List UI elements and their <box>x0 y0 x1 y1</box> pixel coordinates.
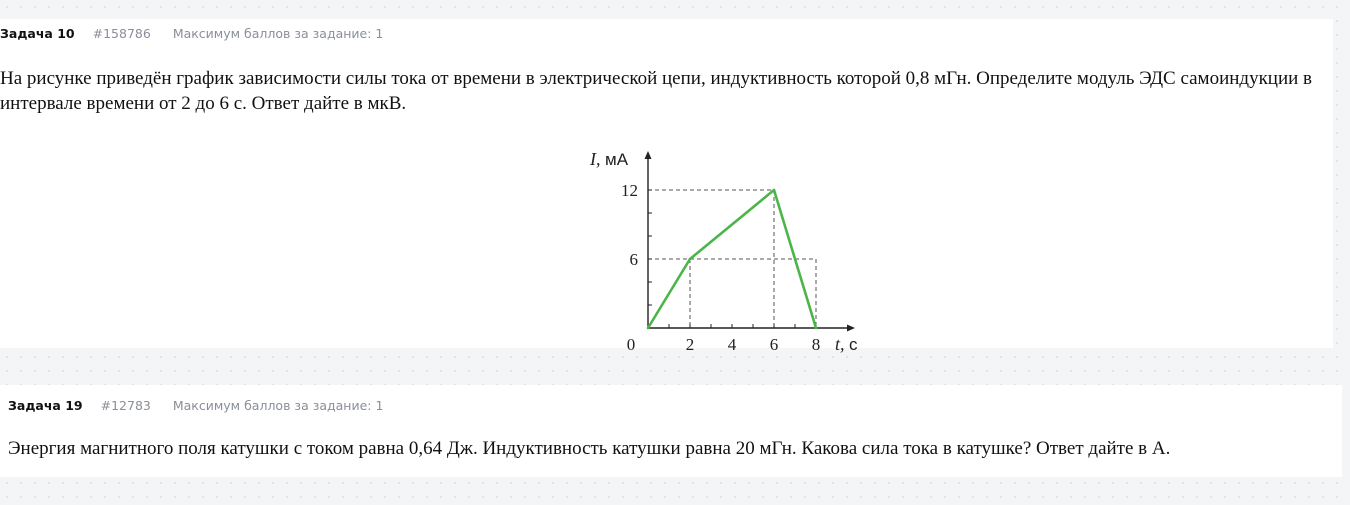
task-header <box>8 398 383 413</box>
task-id-link[interactable]: #158786 <box>92 26 151 41</box>
task-text: На рисунке приведён график зависимости силы тока от времени в электрической цепи, индуктивность которой 0,8 мГн. Определите модуль ЭДС самоиндукции в интервале времени от 2 до 6 с. Ответ дайте в мкВ. <box>0 68 1313 114</box>
data-point <box>815 327 818 330</box>
data-point <box>773 189 776 192</box>
x-tick-label: 2 <box>685 335 695 354</box>
origin-label: 0 <box>626 335 636 354</box>
x-tick-label: 6 <box>769 335 779 354</box>
y-axis-label: I, мА <box>590 149 629 169</box>
task-header <box>0 26 383 41</box>
task-card-10 <box>0 19 1333 354</box>
x-tick-label: 4 <box>727 335 737 354</box>
task-card-19 <box>0 385 1342 477</box>
data-point <box>647 327 650 330</box>
x-axis-arrow <box>847 325 855 332</box>
task-id-link[interactable]: #12783 <box>100 398 151 413</box>
task-max-points: Максимум баллов за задание: 1 <box>172 26 384 41</box>
current-time-graph <box>570 132 870 362</box>
y-tick-label: 6 <box>629 250 638 269</box>
x-axis-label: t, с <box>835 334 858 354</box>
task-max-points: Максимум баллов за задание: 1 <box>172 398 384 413</box>
task-label: Задача 19 <box>8 398 83 413</box>
data-point <box>689 258 692 261</box>
y-tick-label: 12 <box>621 181 638 200</box>
task-text: Энергия магнитного поля катушки с током равна 0,64 Дж. Индуктивность катушки равна 20 мГн. Какова сила тока в катушке? Ответ дайте в А. <box>8 438 1171 459</box>
x-tick-label: 8 <box>811 335 821 354</box>
y-axis-arrow <box>645 151 652 159</box>
task-label: Задача 10 <box>0 26 75 41</box>
